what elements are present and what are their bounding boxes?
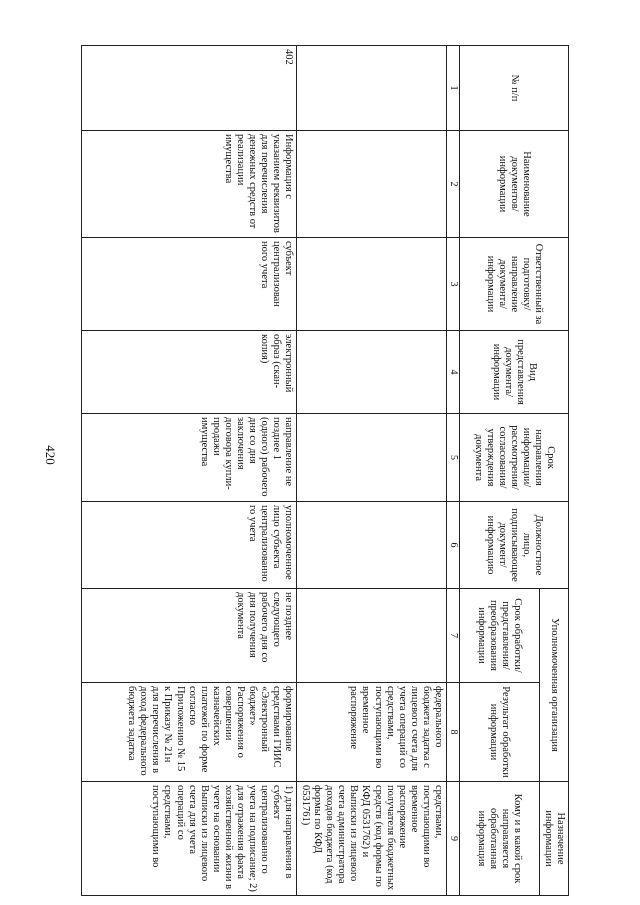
column-numbers-row: [446, 46, 459, 896]
col-number: 8: [446, 683, 459, 782]
col-number: 1: [446, 46, 459, 131]
col-number: 3: [446, 238, 459, 331]
col-number: 4: [446, 331, 459, 414]
rotated-table-container: [54, 45, 569, 895]
col-number: 9: [446, 782, 459, 896]
cell-responsible: [297, 238, 447, 331]
cell-recipient: 1) для направления в субъект централизованно го учета на подписание; 2) для отражения факта хозяйственной жизни в учете на основании Выписки из лицевого счета для учета операций со средствами, поступающими во: [82, 782, 297, 896]
header-processing-time: Срок обработки/ представления/ преобразования информации: [459, 589, 539, 683]
header-number: № п/п: [459, 46, 568, 131]
cell-official: [297, 502, 447, 589]
cell-result: формирование средствами ГИИС «Электронный бюджет» Распоряжения о совершении казначейских платежей по форме согласно Приложению № 15 к Приказу № 21н для перечисления в доход федерального бюджета задатка: [82, 683, 297, 782]
header-doc-name: Наименование документов/ информации: [459, 131, 568, 238]
cell-doc-name: Информация с указанием реквизитов для перечисления денежных средств от реализации имущества: [82, 131, 297, 238]
col-number: 7: [446, 589, 459, 683]
cell-result: федерального бюджета задатка с лицевого счета для учета операций со средствами, поступающими во временное распоряжение: [297, 683, 447, 782]
col-number: 2: [446, 131, 459, 238]
header-result: Результат обработки информации: [459, 683, 539, 782]
cell-processing-time: не позднее следующего рабочего дня со дня получения документа: [82, 589, 297, 683]
cell-processing-time: [297, 589, 447, 683]
document-table: [81, 45, 569, 896]
cell-official: уполномоченное лицо субъекта централизованно го учета: [82, 502, 297, 589]
col-number: 5: [446, 414, 459, 502]
header-view-type: Вид представления документа/ информации: [459, 331, 568, 414]
cell-number: 402: [82, 46, 297, 131]
header-official: Должностное лицо, подписывающее документ/ информацию: [459, 502, 568, 589]
table-row: [82, 46, 297, 896]
cell-deadline: направление не позднее 1 (одного) рабочего дня со дня заключения договора купли-продажи имущества: [82, 414, 297, 502]
page-number: 420: [42, 445, 58, 465]
col-number: 6: [446, 502, 459, 589]
header-responsible: Ответственный за подготовку/ направление документа/ информации: [459, 238, 568, 331]
header-group-org: Уполномоченная организация: [539, 589, 568, 782]
cell-deadline: [297, 414, 447, 502]
cell-doc-name: [297, 131, 447, 238]
cell-responsible: субъект централизован ного учета: [82, 238, 297, 331]
header-group-dest: Назначение информации: [539, 782, 568, 896]
header-recipient: Кому и в какой срок направляется обработанная информация: [459, 782, 539, 896]
cell-number: [297, 46, 447, 131]
table-row: [297, 46, 447, 896]
cell-view-type: электронный образ (скан-копия): [82, 331, 297, 414]
cell-view-type: [297, 331, 447, 414]
header-deadline: Срок направления информации/ рассмотрения/ согласования/ утверждения документа: [459, 414, 568, 502]
cell-recipient: средствами, поступающими во временное распоряжение получателя бюджетных средств (код формы по КФД 0531762) и Выписки из лицевого счета администратора доходов бюджета (код формы по КФД 0531761): [297, 782, 447, 896]
